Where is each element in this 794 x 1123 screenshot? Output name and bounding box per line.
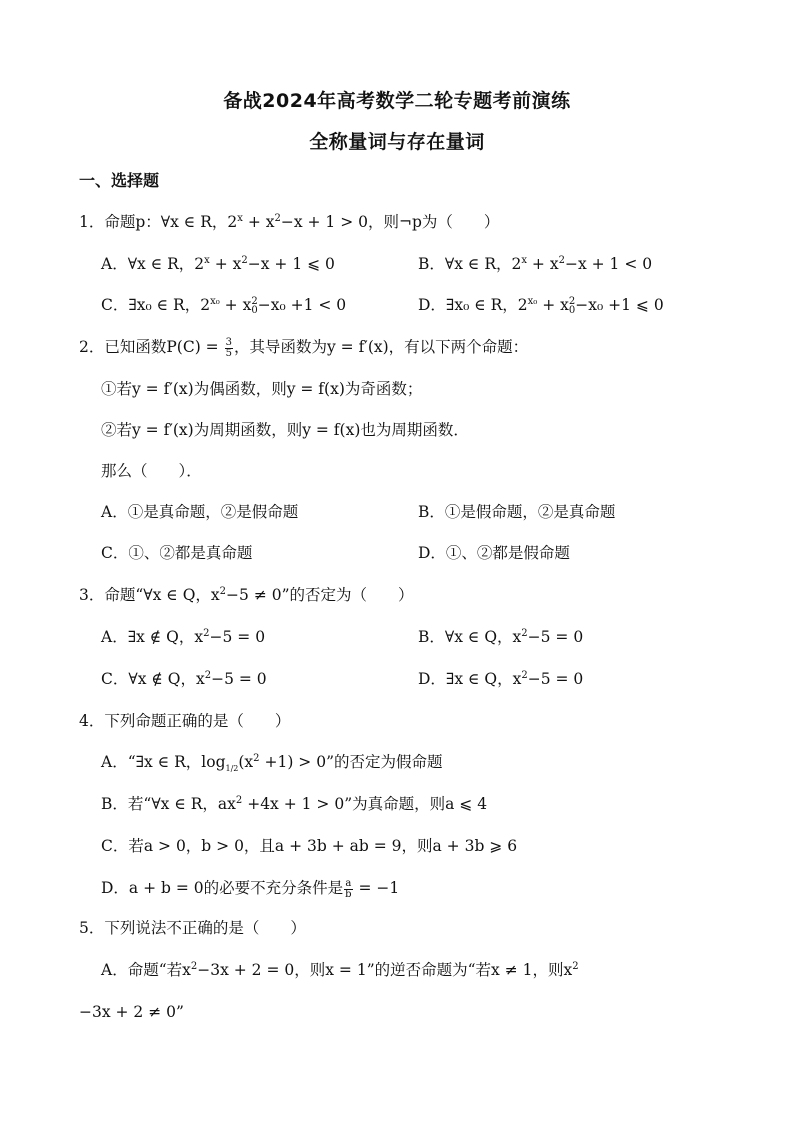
question-4-option-c: C．若a > 0，b > 0，且a + 3b + ab = 9，则a + 3b ⩾ 6 [101,837,518,855]
question-2-option-c: C．①、②都是真命题 [101,544,253,562]
question-3-option-c: C．∀x ∉ Q，$x^2-5 = 0$ [101,669,267,688]
question-5-option-a-continued: −3x + 2 ≠ 0” [79,1003,184,1021]
question-4-option-d: D．a + b = 0的必要不充分条件是 $\frac{a}{b}$ = −1 [101,877,400,900]
question-2-option-a: A．①是真命题，②是假命题 [101,503,299,521]
question-4-option-a: A．“∃x ∈ R，$\log_{1/2}(x^2 +1) > 0$”的否定为假命题 [101,752,443,774]
question-1-stem: 1．命题p：∀x ∈ R，$2^x + x^2-x + 1 > 0$，则¬p为（ ） [79,212,500,231]
question-2-stem: 2．已知函数P(C) = $\frac{3}{5}$ ，其导函数为y = f′(x)，有以下两个命题： [79,336,529,359]
question-1-option-a: A．∀x ∈ R，$2^x + x^2-x + 1$ ⩽ 0 [101,254,335,273]
question-3-option-b: B．∀x ∈ Q，$x^2-5 = 0$ [418,627,584,646]
question-1-option-d: D．∃x₀ ∈ R，$2^{x_0} + x$ 2 0 −x₀ +1 ⩽ 0 [418,295,664,316]
document-title: 备战2024年高考数学二轮专题考前演练 [223,90,571,112]
question-1-option-b: B．∀x ∈ R，$2^x + x^2-x + 1 < 0$ [418,254,653,273]
question-2-option-b: B．①是假命题，②是真命题 [418,503,616,521]
fraction: $\frac{3}{5}$ [225,336,232,359]
section-heading: 一、选择题 [79,171,160,190]
question-3-option-a: A．∃x ∉ Q，$x^2-5 = 0$ [101,627,266,646]
question-4-stem: 4．下列命题正确的是（ ） [79,712,291,730]
question-2-ask: 那么（ ）． [101,462,202,480]
document-subtitle: 全称量词与存在量词 [309,131,485,153]
question-1-option-c: C．∃x₀ ∈ R，$2^{x_0} + x$ 2 0 −x₀ +1 < 0 [101,295,347,316]
question-5-option-a: A．命题“若$x^2-3x + 2 = 0$，则x = 1”的逆否命题为“若x ≠ 1，则$x^2$ [101,960,579,979]
question-3-stem: 3．命题“∀x ∈ Q，$x^2-5 \ne 0$”的否定为（ ） [79,585,414,604]
question-2-proposition-1: ①若y = f′(x)为偶函数，则y = f(x)为奇函数； [101,380,423,398]
fraction: $\frac{a}{b}$ [345,877,352,900]
question-3-option-d: D．∃x ∈ Q，$x^2-5 = 0$ [418,669,584,688]
question-2-proposition-2: ②若y = f′(x)为周期函数，则y = f(x)也为周期函数． [101,421,469,439]
question-5-stem: 5．下列说法不正确的是（ ） [79,919,306,937]
question-4-option-b: B．若“∀x ∈ R，$ax^2 +4x + 1 > 0$”为真命题，则a ⩽ 4 [101,794,488,813]
question-2-option-d: D．①、②都是假命题 [418,544,570,562]
